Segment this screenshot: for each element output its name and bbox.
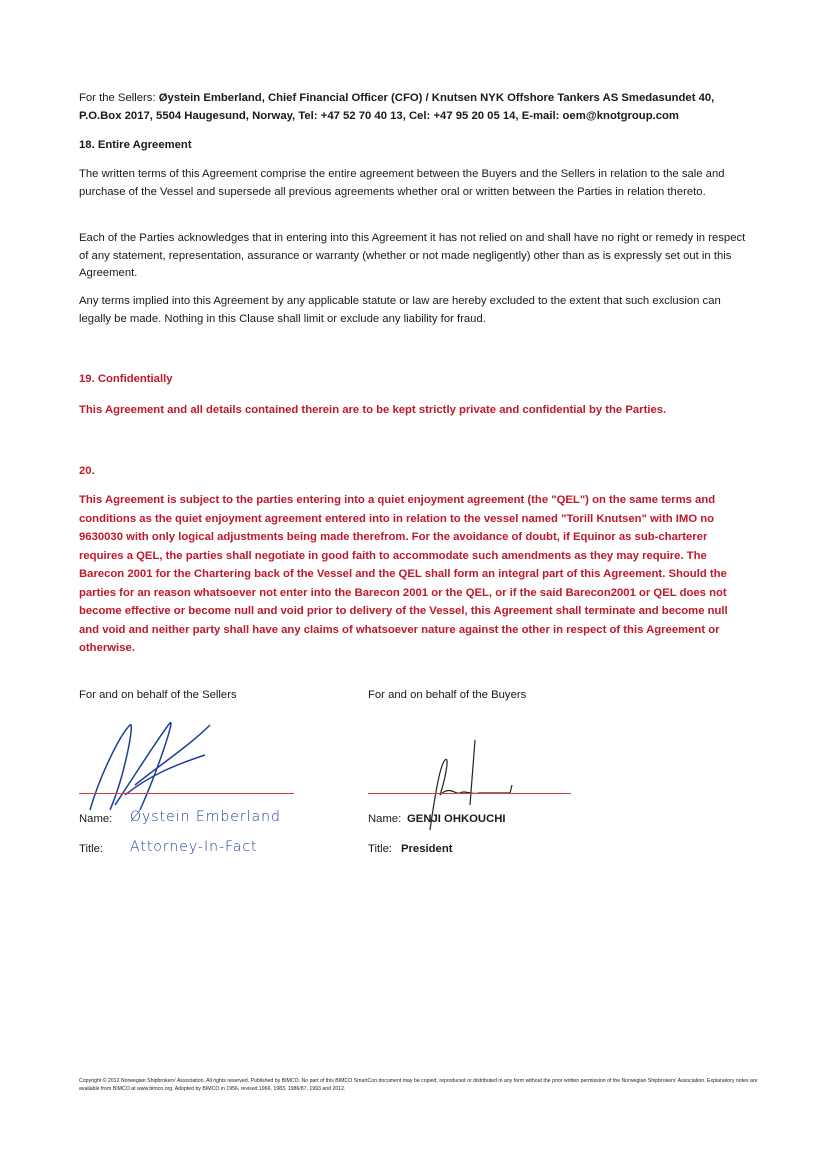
sellers-signature-line [79,793,294,794]
seller-contact [79,90,747,125]
clause-18-paragraph: Any terms implied into this Agreement by any applicable statute or law are hereby excluded to the extent that such exclusion can legally be made. Nothing in this Clause shall limit or exclude any liability for fraud. [79,295,721,325]
buyers-name: GENJI OHKOUCHI [407,813,506,825]
buyers-title-label: Title: [368,843,393,855]
sellers-name-label: Name: [79,813,113,825]
clause-20-text: This Agreement is subject to the parties entering into a quiet enjoyment agreement (the "QEL") on the same terms and conditions as the quiet enjoyment agreement entered into in relation to the vessel named "Torill Knutsen" with IMO no 9630030 with only logical adjustments being made therefrom. For the avoidance of doubt, if Equinor as sub-charterer requires a QEL, the parties shall negotiate in good faith to accommodate such amendments as they may require. The Barecon 2001 for the Chartering back of the Vessel and the QEL shall form an integral part of this Agreement. Should the parties for an reason whatsoever not enter into the Barecon 2001 or the QEL, or if the said Barecon2001 or QEL does not become effective or become null and void prior to delivery of the Vessel, this Agreement shall terminate and become null and void and neither party shall have any claims of whatsoever nature against the other in respect of this Agreement or otherwise. [79,494,728,654]
clause-18-heading: 18. Entire Agreement [79,139,192,151]
clause-18-paragraph: Each of the Parties acknowledges that in entering into this Agreement it has not relied on and shall have no right or remedy in respect of any statement, representation, assurance or warranty (whether or not made negligently) other than as is expressly set out in this Agreement. [79,232,746,279]
buyers-signature-line [368,793,571,794]
sellers-title-label: Title: [79,843,104,855]
clause-19-text: This Agreement and all details contained therein are to be kept strictly private and confidential by the Parties. [79,404,667,416]
clause-20-heading: 20. [79,465,95,477]
buyers-title: President [401,843,453,855]
sellers-name: Øystein Emberland [130,809,281,825]
sellers-title: Attorney-In-Fact [130,839,258,855]
seller-contact-prefix: For the Sellers: [79,92,159,104]
buyers-name-label: Name: [368,813,402,825]
sellers-label: For and on behalf of the Sellers [79,689,237,701]
buyers-label: For and on behalf of the Buyers [368,689,527,701]
seller-contact-text: Øystein Emberland, Chief Financial Officer (CFO) / Knutsen NYK Offshore Tankers AS Smedasundet 40, P.O.Box 2017, 5504 Haugesund, Norway, Tel: +47 52 70 40 13, Cel: +47 95 20 05 14, E-mail: oem@knotgroup.com [79,92,715,122]
clause-18-paragraph: The written terms of this Agreement comprise the entire agreement between the Buyers and the Sellers in relation to the sale and purchase of the Vessel and supersede all previous agreements whether oral or written between the Parties in relation thereto. [79,168,725,198]
copyright-footer: Copyright © 2012 Norwegian Shipbrokers' Association. All rights reserved. Published by BIMCO. No part of this BIMCO SmartCon document may be copied, reproduced or distributed in any form without the prior written permission of the Norwegian Shipbrokers' Association. Explanatory notes are available from BIMCO at www.bimco.org. Adopted by BIMCO in 1956, revised 1966, 1983, 1986/87, 1993 and 2012. [79,1078,758,1092]
clause-19-heading: 19. Confidentially [79,373,173,385]
